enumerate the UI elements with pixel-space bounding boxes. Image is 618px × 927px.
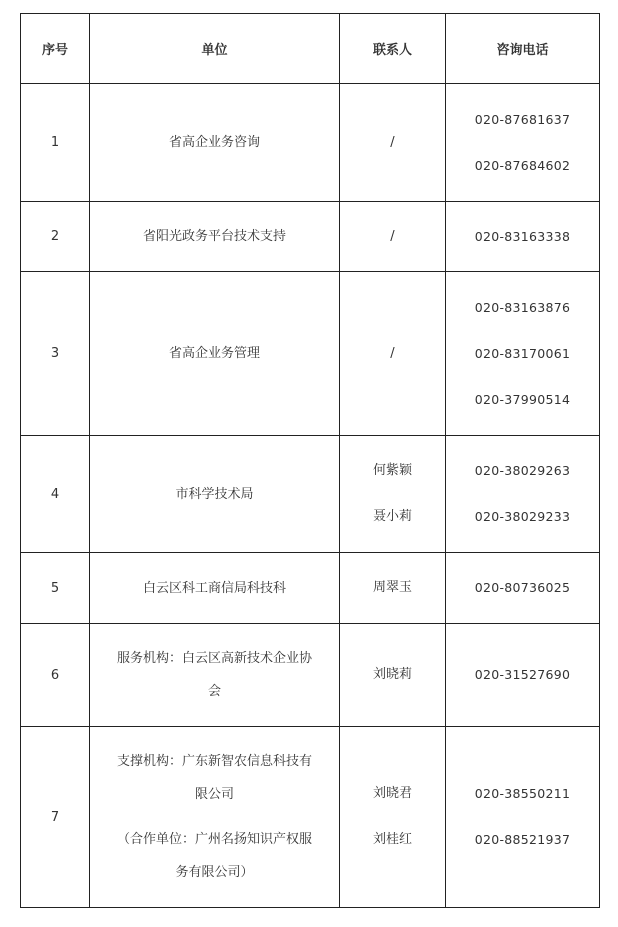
unit-line: 支撑机构：广东新智农信息科技有: [116, 754, 312, 769]
row-index: 3: [21, 272, 90, 436]
phone-number: 020-38029233: [474, 509, 571, 524]
row-unit: [90, 272, 340, 436]
contact-name: 何紫颖: [372, 463, 412, 478]
contact-name: 周翠玉: [372, 580, 412, 595]
row-index: 5: [21, 553, 90, 624]
row-phone: [446, 272, 600, 436]
phone-number: 020-31527690: [474, 667, 571, 682]
phone-number: 020-83163876: [474, 299, 571, 315]
phone-number: 020-83163338: [474, 228, 571, 244]
row-contact: [340, 624, 446, 727]
row-phone: [446, 84, 600, 202]
row-contact: [340, 553, 446, 624]
contact-name: /: [390, 134, 395, 150]
phone-number: 020-80736025: [474, 580, 571, 595]
row-phone: [446, 553, 600, 624]
row-unit: [90, 84, 340, 202]
header-index: 序号: [21, 14, 90, 84]
contact-name: 聂小莉: [372, 509, 412, 524]
header-unit: 单位: [90, 14, 340, 84]
unit-line: 省阳光政务平台技术支持: [142, 229, 286, 244]
unit-line: 会: [207, 684, 221, 699]
table-row: [21, 84, 600, 202]
contact-table: [20, 13, 600, 908]
row-unit: [90, 624, 340, 727]
unit-spacer: [90, 811, 339, 823]
table-header-row: [21, 14, 600, 84]
table-row: [21, 272, 600, 436]
row-unit: [90, 202, 340, 272]
contact-name: /: [390, 228, 395, 244]
phone-number: 020-87684602: [474, 157, 571, 173]
unit-line: 市科学技术局: [175, 486, 254, 502]
row-phone: [446, 202, 600, 272]
unit-line: 务有限公司）: [175, 865, 254, 880]
phone-number: 020-87681637: [474, 111, 571, 127]
unit-line: 省高企业务咨询: [168, 135, 260, 150]
unit-line: （合作单位：广州名扬知识产权服: [116, 832, 312, 847]
contact-name: 刘晓君: [372, 786, 412, 801]
phone-number: 020-37990514: [474, 391, 571, 407]
row-index: 2: [21, 202, 90, 272]
row-unit: [90, 727, 340, 908]
header-contact: 联系人: [340, 14, 446, 84]
row-index: 1: [21, 84, 90, 202]
row-unit: [90, 436, 340, 553]
table-row: [21, 436, 600, 553]
contact-name: /: [390, 345, 395, 361]
unit-line: 限公司: [194, 787, 234, 802]
row-contact: [340, 272, 446, 436]
table-row: [21, 727, 600, 908]
contact-name: 刘晓莉: [372, 667, 412, 682]
row-contact: [340, 84, 446, 202]
row-contact: [340, 436, 446, 553]
row-unit: [90, 553, 340, 624]
row-contact: [340, 202, 446, 272]
row-phone: [446, 436, 600, 553]
row-index: 4: [21, 436, 90, 553]
table-row: [21, 624, 600, 727]
row-index: 7: [21, 727, 90, 908]
phone-number: 020-38029263: [474, 463, 571, 478]
table-row: [21, 202, 600, 272]
table-row: [21, 553, 600, 624]
unit-line: 白云区科工商信局科技科: [142, 580, 286, 596]
contact-name: 刘桂红: [372, 832, 412, 847]
unit-line: 服务机构：白云区高新技术企业协: [116, 651, 312, 666]
header-phone: 咨询电话: [446, 14, 600, 84]
row-contact: [340, 727, 446, 908]
phone-number: 020-88521937: [474, 832, 571, 847]
unit-line: 省高企业务管理: [168, 346, 260, 361]
row-phone: [446, 727, 600, 908]
row-index: 6: [21, 624, 90, 727]
phone-number: 020-83170061: [474, 345, 571, 361]
phone-number: 020-38550211: [474, 786, 571, 801]
row-phone: [446, 624, 600, 727]
